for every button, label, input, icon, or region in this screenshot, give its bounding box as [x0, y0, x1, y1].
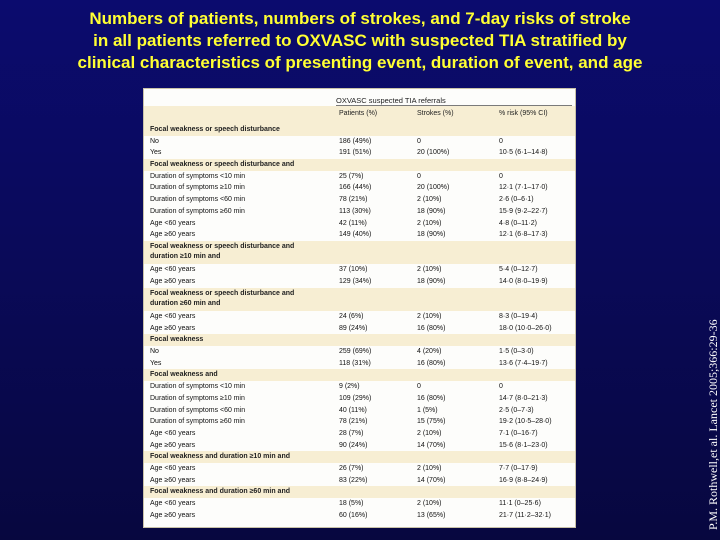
- cell-risk: 5·4 (0–12·7): [499, 266, 538, 274]
- cell-patients: 129 (34%): [339, 277, 372, 285]
- cell-patients: 186 (49%): [339, 137, 372, 145]
- table-section-header: [144, 288, 575, 311]
- table-row: [144, 498, 575, 510]
- table-row: [144, 475, 575, 487]
- cell-risk: 8·3 (0–19·4): [499, 313, 538, 321]
- cell-strokes: 2 (10%): [417, 219, 442, 227]
- row-label: Yes: [150, 149, 162, 157]
- cell-patients: 113 (30%): [339, 207, 371, 215]
- cell-risk: 7·7 (0–17·9): [499, 464, 538, 472]
- table-section-header: [144, 159, 575, 171]
- cell-risk: 0: [499, 172, 503, 180]
- cell-strokes: 2 (10%): [417, 196, 442, 204]
- cell-strokes: 20 (100%): [417, 149, 450, 157]
- table-section-header: [144, 486, 575, 498]
- cell-risk: 0: [499, 137, 503, 145]
- row-label: Age ≥60 years: [150, 441, 196, 449]
- row-label: Duration of symptoms ≥60 min: [150, 418, 245, 426]
- table-row: [144, 510, 575, 522]
- slide-title: [10, 8, 710, 74]
- table-row: [144, 171, 575, 183]
- cell-strokes: 1 (5%): [417, 406, 438, 414]
- row-label: Age ≥60 years: [150, 324, 196, 332]
- cell-risk: 0: [499, 383, 503, 391]
- row-label: Age ≥60 years: [150, 231, 196, 239]
- cell-risk: 11·1 (0–25·6): [499, 500, 541, 508]
- cell-patients: 37 (10%): [339, 266, 368, 274]
- cell-risk: 18·0 (10·0–26·0): [499, 324, 552, 332]
- cell-risk: 2·6 (0–6·1): [499, 196, 534, 204]
- section-label: Focal weakness and duration ≥60 min and: [150, 488, 290, 496]
- cell-strokes: 4 (20%): [417, 348, 442, 356]
- section-label: Focal weakness or speech disturbance: [150, 126, 280, 133]
- cell-strokes: 0: [417, 137, 421, 145]
- table-section-header: [144, 124, 575, 136]
- cell-patients: 60 (16%): [339, 511, 368, 519]
- cell-risk: 15·6 (8·1–23·0): [499, 441, 548, 449]
- row-label: Age ≥60 years: [150, 476, 196, 484]
- cell-patients: 40 (11%): [339, 406, 367, 414]
- cell-strokes: 18 (90%): [417, 277, 446, 285]
- col-header-risk: % risk (95% CI): [499, 110, 548, 117]
- row-label: Duration of symptoms <60 min: [150, 406, 246, 414]
- table-section-header: [144, 241, 575, 264]
- cell-patients: 42 (11%): [339, 219, 367, 227]
- cell-risk: 14·7 (8·0–21·3): [499, 394, 548, 402]
- col-header-patients: Patients (%): [339, 110, 378, 117]
- table-row: [144, 416, 575, 428]
- section-label: Focal weakness or speech disturbance and: [150, 161, 295, 169]
- table-row: [144, 311, 575, 323]
- cell-strokes: 18 (90%): [417, 231, 446, 239]
- row-label: No: [150, 137, 159, 145]
- group-header-label: OXVASC suspected TIA referrals: [336, 96, 446, 105]
- col-header-strokes: Strokes (%): [417, 110, 454, 117]
- cell-strokes: 18 (90%): [417, 207, 446, 215]
- row-label: Duration of symptoms ≥10 min: [150, 184, 245, 192]
- cell-patients: 89 (24%): [339, 324, 368, 332]
- table-body: [144, 124, 575, 521]
- cell-risk: 14·0 (8·0–19·9): [499, 277, 548, 285]
- table-row: [144, 182, 575, 194]
- table-row: [144, 393, 575, 405]
- cell-strokes: 0: [417, 383, 421, 391]
- cell-strokes: 0: [417, 172, 421, 180]
- cell-patients: 149 (40%): [339, 231, 372, 239]
- cell-strokes: 13 (65%): [417, 511, 446, 519]
- title-line-1: Numbers of patients, numbers of strokes, and 7-day risks of stroke: [89, 9, 631, 28]
- table-section-header: [144, 334, 575, 346]
- cell-risk: 15·9 (9·2–22·7): [499, 207, 548, 215]
- row-label: Duration of symptoms <60 min: [150, 196, 246, 204]
- cell-patients: 28 (7%): [339, 429, 364, 437]
- table-row: [144, 346, 575, 358]
- section-label: Focal weakness: [150, 336, 204, 344]
- cell-risk: 21·7 (11·2–32·1): [499, 511, 552, 519]
- cell-risk: 12·1 (7·1–17·0): [499, 184, 548, 192]
- cell-patients: 191 (51%): [339, 149, 372, 157]
- section-label: Focal weakness and: [150, 371, 218, 379]
- row-label: No: [150, 348, 159, 356]
- section-label: Focal weakness and duration ≥10 min and: [150, 453, 290, 461]
- cell-strokes: 2 (10%): [417, 500, 442, 508]
- cell-patients: 109 (29%): [339, 394, 372, 402]
- table-row: [144, 276, 575, 288]
- cell-patients: 90 (24%): [339, 441, 368, 449]
- cell-risk: 7·1 (0–16·7): [499, 429, 538, 437]
- cell-strokes: 2 (10%): [417, 266, 442, 274]
- table-section-header: [144, 369, 575, 381]
- cell-patients: 9 (2%): [339, 383, 360, 391]
- cell-risk: 4·8 (0–11·2): [499, 219, 538, 227]
- row-label: Duration of symptoms <10 min: [150, 172, 246, 180]
- table-section-header: [144, 451, 575, 463]
- cell-risk: 16·9 (8·8–24·9): [499, 476, 548, 484]
- table-row: [144, 440, 575, 452]
- section-label: Focal weakness or speech disturbance and duration ≥10 min and: [150, 242, 295, 260]
- title-line-2: in all patients referred to OXVASC with suspected TIA stratified by: [93, 31, 627, 50]
- cell-risk: 12·1 (6·8–17·3): [499, 231, 548, 239]
- cell-strokes: 15 (75%): [417, 418, 446, 426]
- table-row: [144, 206, 575, 218]
- row-label: Age <60 years: [150, 429, 196, 437]
- cell-strokes: 14 (70%): [417, 476, 446, 484]
- cell-patients: 78 (21%): [339, 418, 368, 426]
- cell-risk: 2·5 (0–7·3): [499, 406, 534, 414]
- cell-strokes: 2 (10%): [417, 313, 442, 321]
- cell-patients: 166 (44%): [339, 184, 372, 192]
- row-label: Duration of symptoms <10 min: [150, 383, 246, 391]
- table-row: [144, 358, 575, 370]
- row-label: Age ≥60 years: [150, 277, 196, 285]
- title-line-3: clinical characteristics of presenting event, duration of event, and age: [77, 53, 643, 72]
- cell-patients: 24 (6%): [339, 313, 364, 321]
- cell-strokes: 16 (80%): [417, 359, 446, 367]
- cell-strokes: 16 (80%): [417, 324, 446, 332]
- row-label: Age <60 years: [150, 266, 196, 274]
- cell-patients: 25 (7%): [339, 172, 364, 180]
- cell-patients: 259 (69%): [339, 348, 372, 356]
- cell-strokes: 2 (10%): [417, 429, 442, 437]
- cell-patients: 118 (31%): [339, 359, 371, 367]
- section-label: Focal weakness or speech disturbance and duration ≥60 min and: [150, 289, 295, 307]
- row-label: Duration of symptoms ≥10 min: [150, 394, 245, 402]
- table-row: [144, 463, 575, 475]
- cell-risk: 19·2 (10·5–28·0): [499, 418, 552, 426]
- row-label: Age <60 years: [150, 219, 196, 227]
- row-label: Age <60 years: [150, 313, 196, 321]
- table-row: [144, 323, 575, 335]
- table-row: [144, 147, 575, 159]
- table-column-header: [144, 106, 575, 124]
- row-label: Age ≥60 years: [150, 511, 196, 519]
- cell-strokes: 16 (80%): [417, 394, 446, 402]
- cell-strokes: 20 (100%): [417, 184, 450, 192]
- cell-patients: 83 (22%): [339, 476, 368, 484]
- row-label: Yes: [150, 359, 162, 367]
- cell-risk: 10·5 (6·1–14·8): [499, 149, 548, 157]
- cell-patients: 26 (7%): [339, 464, 364, 472]
- table-row: [144, 405, 575, 417]
- table-row: [144, 229, 575, 241]
- cell-risk: 1·5 (0–3·0): [499, 348, 534, 356]
- risk-table: [143, 88, 576, 528]
- cell-patients: 18 (5%): [339, 500, 364, 508]
- table-row: [144, 264, 575, 276]
- cell-strokes: 2 (10%): [417, 464, 442, 472]
- row-label: Age <60 years: [150, 464, 196, 472]
- table-group-header: [336, 91, 572, 106]
- row-label: Age <60 years: [150, 500, 196, 508]
- table-row: [144, 218, 575, 230]
- citation: P.M. Rothwell,et al. Lancet 2005;366:29-36: [706, 319, 720, 530]
- table-row: [144, 381, 575, 393]
- cell-strokes: 14 (70%): [417, 441, 446, 449]
- cell-patients: 78 (21%): [339, 196, 368, 204]
- table-row: [144, 194, 575, 206]
- cell-risk: 13·6 (7·4–19·7): [499, 359, 548, 367]
- table-row: [144, 136, 575, 148]
- row-label: Duration of symptoms ≥60 min: [150, 207, 245, 215]
- table-row: [144, 428, 575, 440]
